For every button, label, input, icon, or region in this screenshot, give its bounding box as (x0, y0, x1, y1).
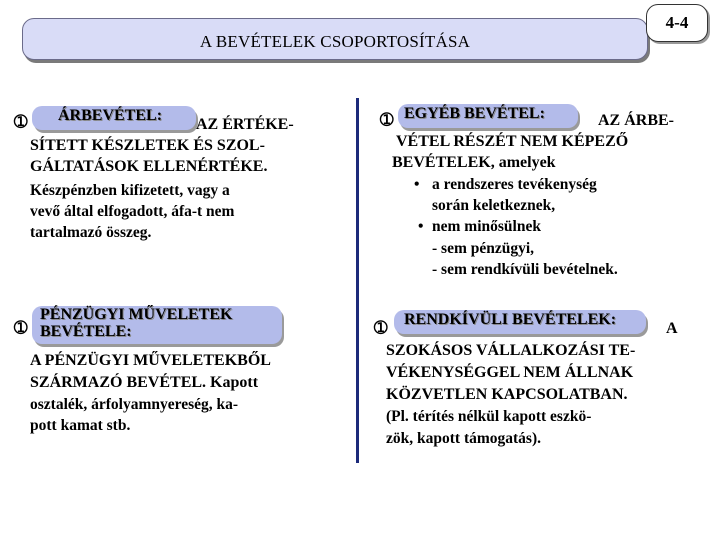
rendkivuli-caps-0: A (666, 320, 678, 337)
rendkivuli-caps-2: VÉKENYSÉGGEL NEM ÁLLNAK (386, 364, 634, 381)
rendkivuli-caps-3: KÖZVETLEN KAPCSOLATBAN. (386, 386, 628, 403)
label-penzugyi-text-1: PÉNZÜGYI MŰVELETEK (40, 306, 233, 323)
label-arbevetel-text: ÁRBEVÉTEL: (58, 107, 163, 124)
page-number: 4-4 (646, 4, 708, 42)
egyeb-list-item-1b: során keletkeznek, (432, 197, 556, 214)
page-title: A BEVÉTELEK CSOPORTOSÍTÁSA (199, 32, 471, 51)
arbevetel-body-2: vevő által elfogadott, áfa-t nem (30, 203, 235, 220)
label-egyeb-text: EGYÉB BEVÉTEL: (404, 105, 545, 122)
egyeb-caps-2: VÉTEL RÉSZÉT NEM KÉPEZŐ (396, 133, 629, 150)
label-penzugyi (32, 306, 282, 344)
arbevetel-caps-3: GÁLTATÁSOK ELLENÉRTÉKE. (30, 158, 268, 175)
penzugyi-body-1: osztalék, árfolyamnyereség, ka- (30, 396, 239, 413)
circled-one-icon: ➀ (14, 320, 28, 337)
egyeb-list-bullet-2: • (418, 218, 424, 235)
label-rendkivuli (394, 310, 646, 334)
egyeb-list-item-1a: a rendszeres tevékenység (432, 176, 597, 193)
penzugyi-caps-1: A PÉNZÜGYI MŰVELETEKBŐL (30, 352, 271, 369)
penzugyi-caps-2: SZÁRMAZÓ BEVÉTEL. Kapott (30, 374, 259, 391)
arbevetel-caps-2: SÍTETT KÉSZLETEK ÉS SZOL- (30, 137, 265, 154)
egyeb-list-item-2: nem minősülnek (432, 218, 541, 235)
rendkivuli-body-2: zök, kapott támogatás). (386, 430, 541, 447)
arbevetel-body-3: tartalmazó összeg. (30, 224, 152, 241)
penzugyi-body-2: pott kamat stb. (30, 417, 131, 434)
label-arbevetel (32, 106, 196, 130)
circled-one-icon: ➀ (380, 112, 394, 129)
label-egyeb (398, 104, 578, 128)
column-divider (356, 98, 359, 463)
egyeb-list-bullet-1: • (414, 176, 420, 193)
egyeb-caps-1: AZ ÁRBE- (598, 112, 675, 129)
arbevetel-caps-1: AZ ÉRTÉKE- (196, 116, 294, 133)
rendkivuli-body-1: (Pl. térítés nélkül kapott eszkö- (386, 408, 592, 425)
arbevetel-body-1: Készpénzben kifizetett, vagy a (30, 182, 230, 199)
label-rendkivuli-text: RENDKÍVÜLI BEVÉTELEK: (404, 311, 617, 328)
title-banner (22, 18, 648, 60)
rendkivuli-caps-1: SZOKÁSOS VÁLLALKOZÁSI TE- (386, 342, 636, 359)
circled-one-icon: ➀ (14, 114, 28, 131)
circled-one-icon: ➀ (374, 320, 388, 337)
egyeb-list-sub-1: - sem pénzügyi, (432, 240, 535, 257)
egyeb-caps-3: BEVÉTELEK, amelyek (392, 154, 556, 171)
label-penzugyi-text-2: BEVÉTELE: (40, 323, 132, 340)
egyeb-list-sub-2: - sem rendkívüli bevételnek. (432, 261, 618, 278)
